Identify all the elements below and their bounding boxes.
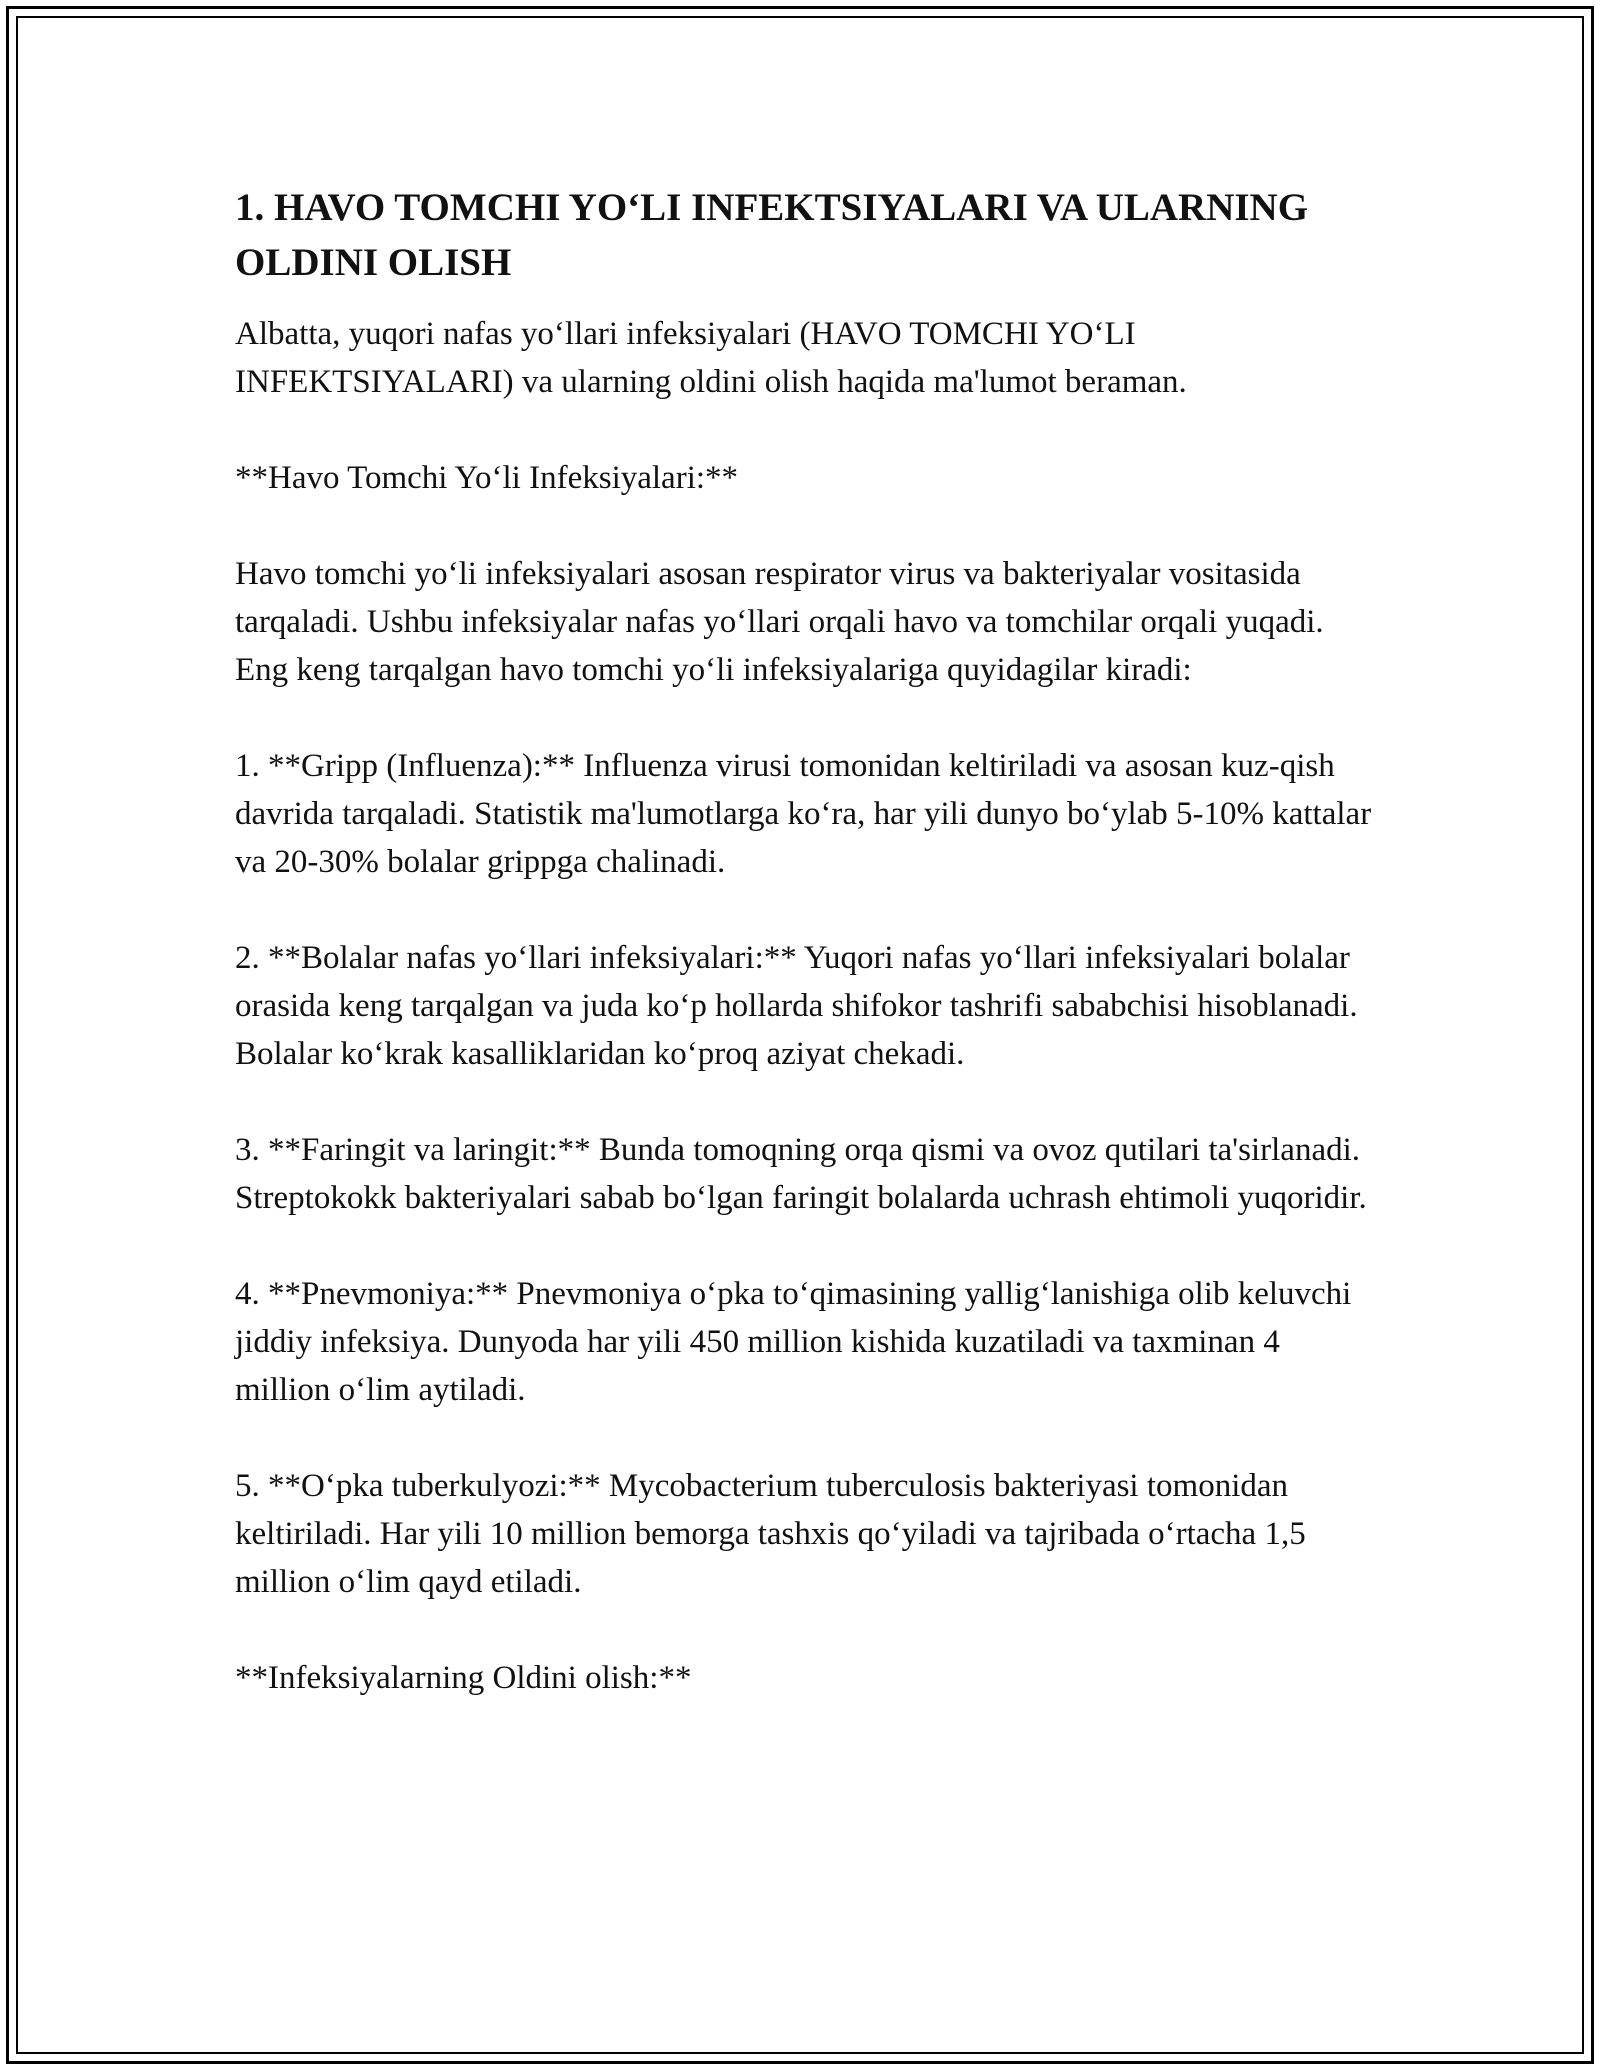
list-item-influenza: 1. **Gripp (Influenza):** Influenza virusi tomonidan keltiriladi va asosan kuz-qish davrida tarqaladi. Statistik ma'lumotlarga ko‘ra, har yili dunyo bo‘ylab 5-10% kattalar va 20-30% bolalar grippga chalinadi. — [235, 748, 1372, 880]
list-item-pneumonia: 4. **Pnevmoniya:** Pnevmoniya o‘pka to‘qimasining yallig‘lanishiga olib keluvchi jiddiy infeksiya. Dunyoda har yili 450 million kishida kuzatiladi va taxminan 4 million o‘lim aytiladi. — [235, 1276, 1352, 1408]
list-item-children-infections: 2. **Bolalar nafas yo‘llari infeksiyalari:** Yuqori nafas yo‘llari infeksiyalari bolalar orasida keng tarqalgan va juda ko‘p hollarda shifokor tashrifi sababchisi hisoblanadi. Bolalar ko‘krak kasalliklaridan ko‘proq aziyat chekadi. — [235, 940, 1358, 1072]
document-heading: 1. HAVO TOMCHI YO‘LI INFEKTSIYALARI VA ULARNING OLDINI OLISH — [235, 186, 1309, 284]
list-item-pharyngitis: 3. **Faringit va laringit:** Bunda tomoqning orqa qismi va ovoz qutilari ta'sirlanadi. Streptokokk bakteriyalari sabab bo‘lgan faringit bolalarda uchrash ehtimoli yuqoridir. — [235, 1132, 1367, 1216]
section-title-infections: **Havo Tomchi Yo‘li Infeksiyalari:** — [235, 460, 739, 496]
section-title-prevention: **Infeksiyalarning Oldini olish:** — [235, 1660, 692, 1696]
document-body — [235, 180, 1375, 1750]
intro-paragraph: Albatta, yuqori nafas yo‘llari infeksiyalari (HAVO TOMCHI YO‘LI INFEKTSIYALARI) va ularning oldini olish haqida ma'lumot beraman. — [235, 316, 1187, 400]
list-item-tuberculosis: 5. **O‘pka tuberkulyozi:** Mycobacterium tuberculosis bakteriyasi tomonidan keltiriladi. Har yili 10 million bemorga tashxis qo‘yiladi va tajribada o‘rtacha 1,5 million o‘lim qayd etiladi. — [235, 1468, 1306, 1600]
section-body-infections: Havo tomchi yo‘li infeksiyalari asosan respirator virus va bakteriyalar vositasida tarqaladi. Ushbu infeksiyalar nafas yo‘llari orqali havo va tomchilar orqali yuqadi. Eng keng tarqalgan havo tomchi yo‘li infeksiyalariga quyidagilar kiradi: — [235, 556, 1324, 688]
